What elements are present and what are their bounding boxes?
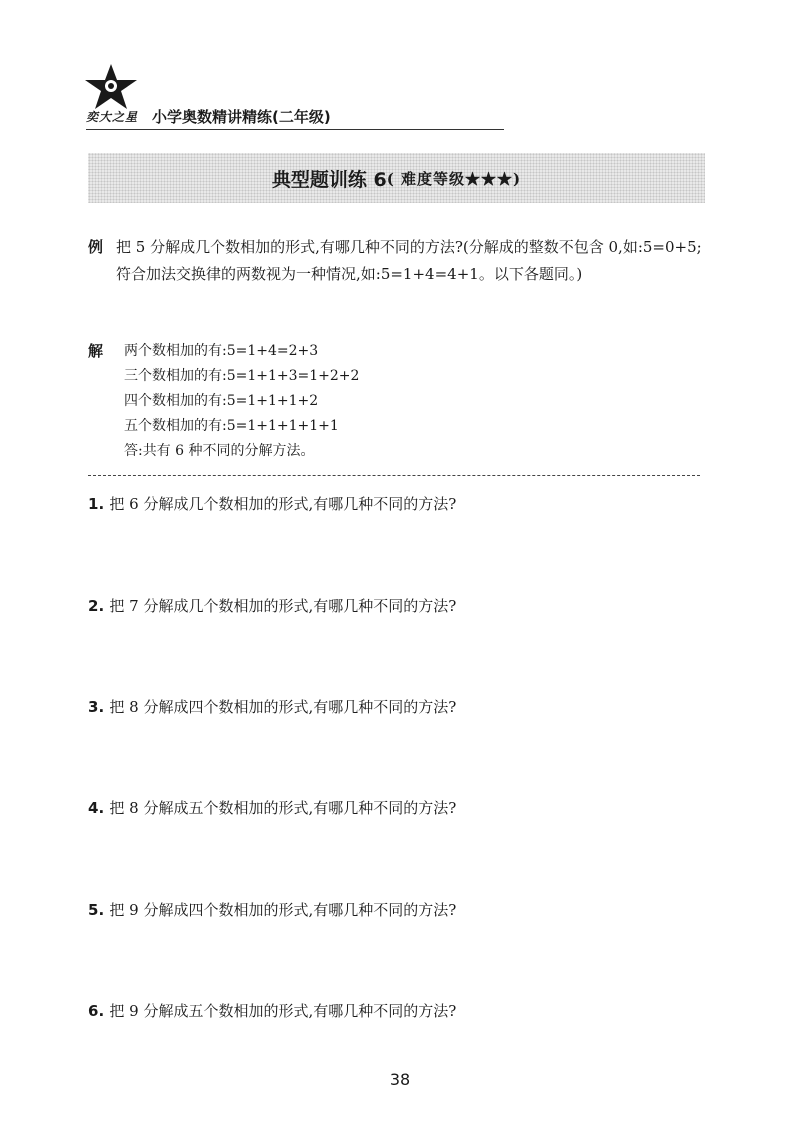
question-text: 把 8 分解成五个数相加的形式,有哪几种不同的方法?	[109, 799, 457, 817]
solution-block	[124, 339, 359, 464]
question-number: 4	[88, 799, 99, 817]
solution-tag: 解	[88, 342, 104, 360]
brand-name: 奕大之星	[86, 110, 139, 124]
example-tag: 例	[88, 238, 104, 256]
question-text: 把 8 分解成四个数相加的形式,有哪几种不同的方法?	[109, 698, 457, 716]
solution-line: 五个数相加的有:5=1+1+1+1+1	[124, 418, 339, 434]
question-text: 把 9 分解成四个数相加的形式,有哪几种不同的方法?	[109, 901, 457, 919]
question-text: 把 7 分解成几个数相加的形式,有哪几种不同的方法?	[109, 597, 457, 615]
question-item: 6. 把 9 分解成五个数相加的形式,有哪几种不同的方法?	[88, 1002, 457, 1020]
section-banner	[88, 153, 705, 203]
question-number: 6	[88, 1002, 99, 1020]
question-item: 5. 把 9 分解成四个数相加的形式,有哪几种不同的方法?	[88, 901, 457, 919]
example-text: 把 5 分解成几个数相加的形式,有哪几种不同的方法?(分解成的整数不包含 0,如:5=0+5;符合加法交换律的两数视为一种情况,如:5=1+4=4+1。以下各题同。)	[116, 238, 702, 283]
difficulty-label: ( 难度等级★★★)	[386, 169, 522, 188]
solution-line: 三个数相加的有:5=1+1+3=1+2+2	[124, 368, 360, 384]
question-number: 3	[88, 698, 99, 716]
solution-answer: 答:共有 6 种不同的分解方法。	[124, 443, 315, 459]
question-text: 把 6 分解成几个数相加的形式,有哪几种不同的方法?	[109, 495, 457, 513]
section-title: 典型题训练 6	[271, 168, 387, 191]
question-number: 5	[88, 901, 99, 919]
header-divider	[86, 129, 504, 130]
solution-line: 两个数相加的有:5=1+4=2+3	[124, 343, 319, 359]
question-text: 把 9 分解成五个数相加的形式,有哪几种不同的方法?	[109, 1002, 457, 1020]
question-number: 2	[88, 597, 99, 615]
star-logo-icon	[82, 62, 140, 112]
dashed-divider	[88, 475, 700, 476]
question-number: 1	[88, 495, 99, 513]
question-item: 4. 把 8 分解成五个数相加的形式,有哪几种不同的方法?	[88, 799, 457, 817]
solution-line: 四个数相加的有:5=1+1+1+2	[124, 393, 319, 409]
page-number: 38	[389, 1070, 411, 1089]
book-title: 小学奥数精讲精练(二年级)	[152, 108, 331, 126]
question-item: 1. 把 6 分解成几个数相加的形式,有哪几种不同的方法?	[88, 495, 457, 513]
question-item: 3. 把 8 分解成四个数相加的形式,有哪几种不同的方法?	[88, 698, 457, 716]
question-item: 2. 把 7 分解成几个数相加的形式,有哪几种不同的方法?	[88, 597, 457, 615]
